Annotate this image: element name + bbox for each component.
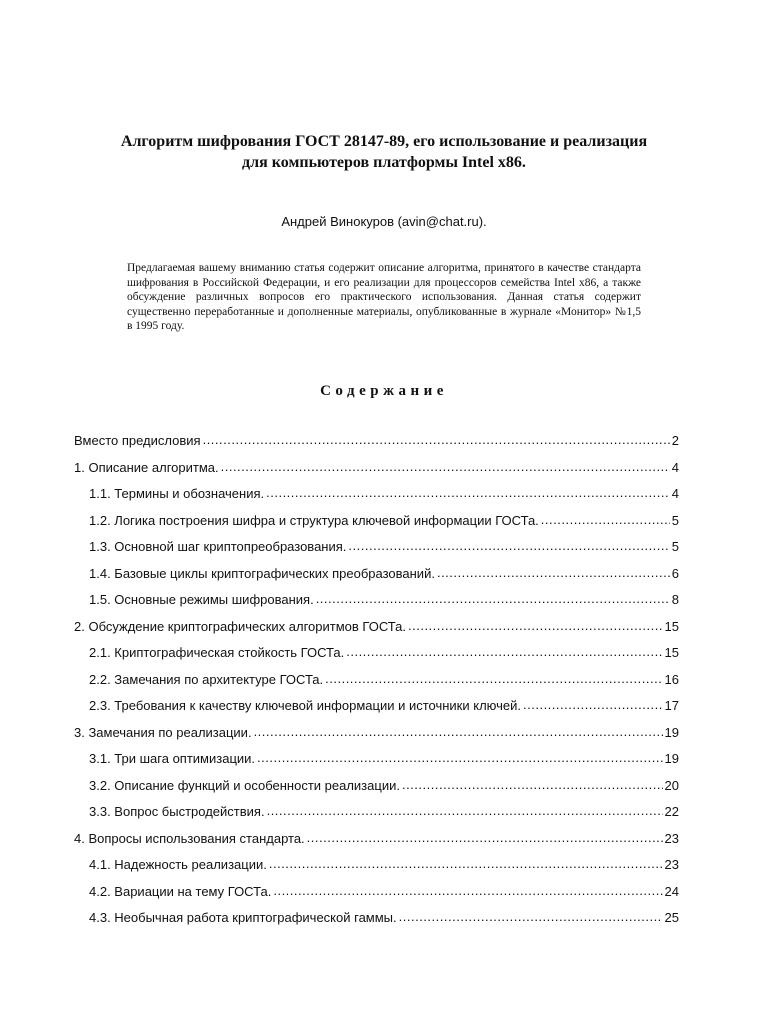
toc-entry-label: 2.2. Замечания по архитектуре ГОСТа. bbox=[89, 671, 324, 687]
toc-entry-label: 1.3. Основной шаг криптопреобразования. bbox=[89, 539, 347, 554]
toc-entry[interactable] bbox=[74, 458, 679, 485]
toc-leader-dots bbox=[348, 536, 669, 556]
toc-entry-page: 19 bbox=[664, 724, 679, 740]
toc-entry[interactable] bbox=[74, 617, 679, 644]
toc-leader-dots bbox=[437, 563, 670, 583]
toc-leader-dots bbox=[267, 801, 663, 821]
toc-entry-label: 1.5. Основные режимы шифрования. bbox=[89, 592, 314, 607]
toc-entry-page: 15 bbox=[664, 618, 679, 634]
toc-entry[interactable] bbox=[74, 590, 679, 617]
toc-entry[interactable] bbox=[74, 537, 679, 564]
abstract-paragraph: Предлагаемая вашему вниманию статья содержит описание алгоритма, принятого в качестве стандарта шифрования в Российской Федерации, и его реализации для процессоров семейства Intel x86, а также обсуждение различных вопросов его практического использования. Данная статья содержит существенно переработанные и дополненные материалы, опубликованные в журнале «Монитор» №1,5 в 1995 году. bbox=[127, 262, 641, 332]
toc-entry-label: 2.3. Требования к качеству ключевой информации и источники ключей. bbox=[89, 698, 522, 713]
toc-leader-dots bbox=[346, 642, 662, 662]
toc-entry[interactable] bbox=[74, 776, 679, 803]
toc-entry-label: 4.1. Надежность реализации. bbox=[89, 857, 267, 872]
toc-leader-dots bbox=[307, 828, 663, 848]
toc-entry-label: 3.2. Описание функций и особенности реализации. bbox=[89, 777, 400, 793]
toc-entry-page: 17 bbox=[664, 698, 679, 713]
toc-entry[interactable] bbox=[74, 564, 679, 591]
toc-entry-page: 16 bbox=[664, 671, 679, 687]
toc-entry[interactable] bbox=[74, 511, 679, 538]
toc-leader-dots bbox=[408, 616, 663, 636]
toc-entry-label: 4.3. Необычная работа криптографической гаммы. bbox=[89, 910, 397, 925]
toc-entry[interactable] bbox=[74, 749, 679, 776]
toc-entry[interactable] bbox=[74, 670, 679, 697]
toc-entry[interactable] bbox=[74, 908, 679, 935]
toc-leader-dots bbox=[273, 881, 662, 901]
toc-entry-page: 15 bbox=[664, 645, 679, 660]
toc-entry[interactable] bbox=[74, 882, 679, 909]
toc-entry-label: Вместо предисловия bbox=[74, 433, 201, 448]
toc-entry-label: 1.4. Базовые циклы криптографических преобразований. bbox=[89, 565, 435, 581]
toc-entry[interactable] bbox=[74, 829, 679, 856]
toc-entry-label: 1.1. Термины и обозначения. bbox=[89, 486, 265, 501]
toc-entry-label: 4. Вопросы использования стандарта. bbox=[74, 830, 305, 846]
toc-leader-dots bbox=[254, 722, 663, 742]
author-line: Андрей Винокуров (avin@chat.ru). bbox=[281, 214, 487, 229]
toc-entry-page: 19 bbox=[664, 751, 679, 766]
toc-entry-label: 2.1. Криптографическая стойкость ГОСТа. bbox=[89, 645, 345, 660]
table-of-contents bbox=[74, 431, 679, 935]
toc-entry-page: 5 bbox=[671, 512, 679, 528]
toc-entry-page: 23 bbox=[664, 830, 679, 846]
toc-entry-page: 6 bbox=[671, 565, 679, 581]
toc-leader-dots bbox=[523, 695, 663, 715]
title-line-1: Алгоритм шифрования ГОСТ 28147-89, его использование и реализация bbox=[120, 133, 648, 150]
toc-leader-dots bbox=[203, 430, 670, 450]
toc-entry-label: 3. Замечания по реализации. bbox=[74, 724, 252, 740]
toc-entry-page: 22 bbox=[664, 804, 679, 819]
title-line-2: для компьютеров платформы Intel x86. bbox=[242, 154, 526, 171]
toc-leader-dots bbox=[316, 589, 670, 609]
toc-leader-dots bbox=[325, 669, 662, 689]
toc-leader-dots bbox=[266, 483, 670, 503]
toc-leader-dots bbox=[221, 457, 670, 477]
toc-heading: Содержание bbox=[320, 383, 448, 399]
toc-entry-page: 8 bbox=[671, 592, 679, 607]
toc-entry[interactable] bbox=[74, 802, 679, 829]
toc-entry-page: 2 bbox=[671, 433, 679, 448]
toc-entry-page: 4 bbox=[671, 459, 679, 475]
toc-entry-page: 24 bbox=[664, 883, 679, 899]
toc-entry[interactable] bbox=[74, 431, 679, 458]
toc-entry-label: 2. Обсуждение криптографических алгоритмов ГОСТа. bbox=[74, 618, 406, 634]
toc-entry[interactable] bbox=[74, 723, 679, 750]
toc-entry-label: 4.2. Вариации на тему ГОСТа. bbox=[89, 883, 272, 899]
toc-entry-page: 5 bbox=[671, 539, 679, 554]
toc-entry-label: 1.2. Логика построения шифра и структура ключевой информации ГОСТа. bbox=[89, 512, 539, 528]
toc-entry-label: 3.1. Три шага оптимизации. bbox=[89, 751, 256, 766]
toc-entry[interactable] bbox=[74, 696, 679, 723]
toc-leader-dots bbox=[402, 775, 663, 795]
document-title bbox=[60, 131, 708, 173]
toc-entry[interactable] bbox=[74, 855, 679, 882]
toc-leader-dots bbox=[269, 854, 663, 874]
toc-entry-label: 1. Описание алгоритма. bbox=[74, 459, 219, 475]
toc-entry-page: 4 bbox=[671, 486, 679, 501]
toc-leader-dots bbox=[257, 748, 663, 768]
toc-leader-dots bbox=[399, 907, 663, 927]
toc-entry-page: 23 bbox=[664, 857, 679, 872]
toc-entry-label: 3.3. Вопрос быстродействия. bbox=[89, 804, 265, 819]
toc-entry[interactable] bbox=[74, 643, 679, 670]
toc-entry-page: 25 bbox=[664, 910, 679, 925]
toc-entry-page: 20 bbox=[664, 777, 679, 793]
toc-entry[interactable] bbox=[74, 484, 679, 511]
toc-leader-dots bbox=[541, 510, 670, 530]
